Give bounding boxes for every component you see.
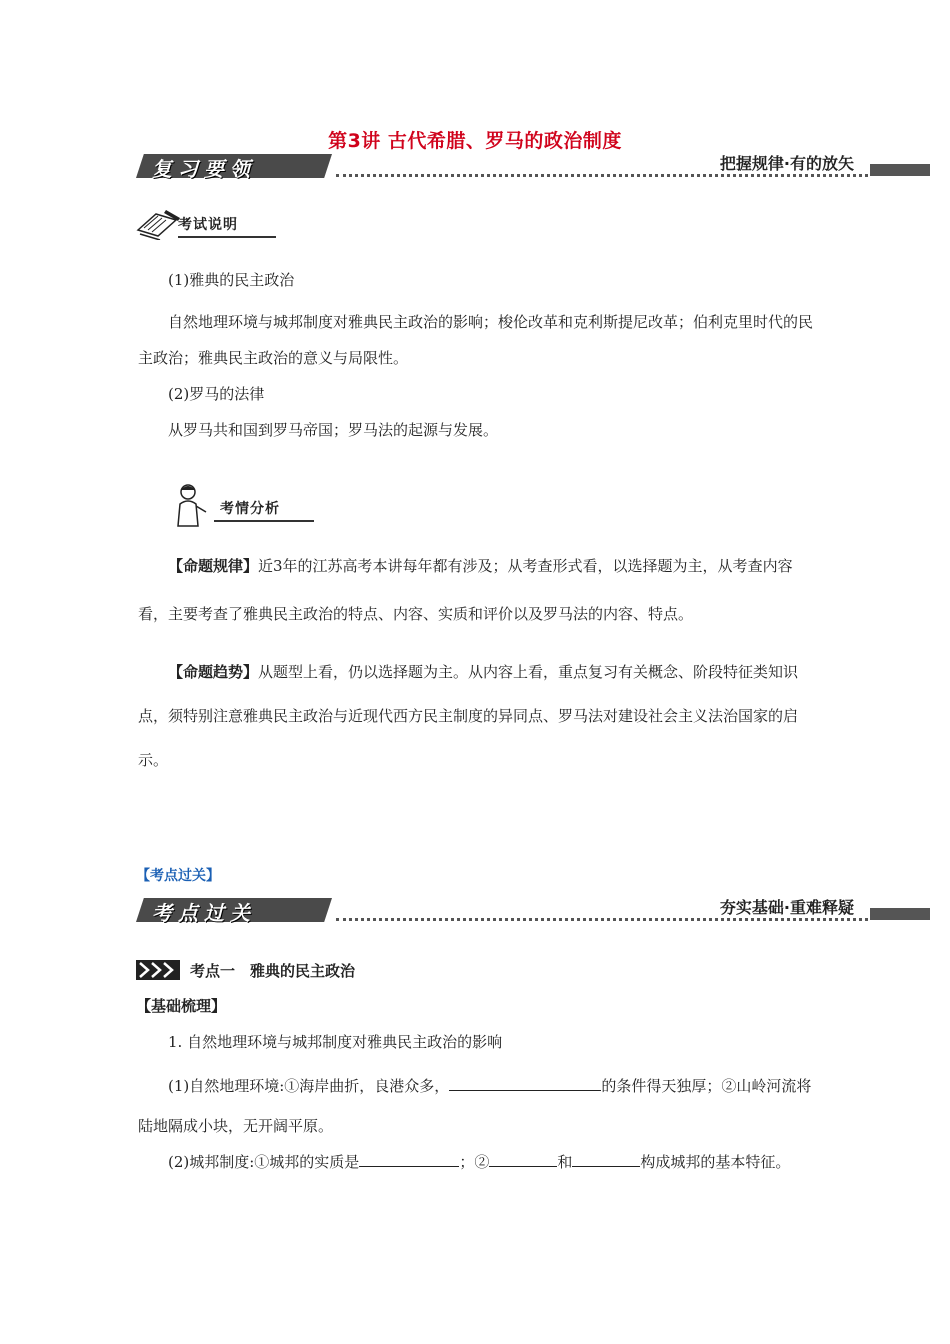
exam-desc-item2: (2)罗马的法律: [168, 385, 265, 403]
blank-3[interactable]: [489, 1152, 557, 1167]
line3-part4: 构成城邦的基本特征。: [640, 1153, 791, 1171]
banner-slogan: 夯实基础·重难释疑: [714, 895, 854, 918]
analysis-label: 考情分析: [220, 501, 280, 517]
banner-dots: [336, 918, 868, 921]
rule-text: 近3年的江苏高考本讲每年都有涉及；从考查形式看，以选择题为主，从考查内容看，主要考查了雅典民主政治的特点、内容、实质和评价以及罗马法的内容、特点。: [138, 557, 793, 623]
blank-2[interactable]: [359, 1152, 459, 1167]
kaodian-tag: 【考点过关】: [136, 868, 220, 884]
banner-end-block: [870, 164, 930, 176]
banner-dots: [336, 174, 868, 177]
page-title: 第3讲 古代希腊、罗马的政治制度: [328, 130, 622, 152]
analysis-tag: [170, 482, 320, 528]
point-line1: 1. 自然地理环境与城邦制度对雅典民主政治的影响: [168, 1033, 503, 1051]
line2-part2: 的条件得天独厚；②山岭河流将陆地隔成小块，无开阔平原。: [138, 1077, 812, 1135]
exam-desc-label: 考试说明: [178, 217, 238, 233]
blank-1[interactable]: [449, 1076, 601, 1091]
point-heading: [136, 958, 736, 982]
banner-slogan: 把握规律·有的放矢: [714, 151, 854, 174]
trend-text: 从题型上看，仍以选择题为主。从内容上看，重点复习有关概念、阶段特征类知识点，须特别注意雅典民主政治与近现代西方民主制度的异同点、罗马法对建设社会主义法治国家的启示。: [138, 663, 799, 769]
exam-desc-text1: 自然地理环境与城邦制度对雅典民主政治的影响；梭伦改革和克利斯提尼改革；伯利克里时代的民主政治；雅典民主政治的意义与局限性。: [138, 313, 814, 367]
exam-desc-text2: 从罗马共和国到罗马帝国；罗马法的起源与发展。: [168, 421, 499, 439]
notebook-pen-icon: [136, 206, 182, 240]
line2-part1: (1)自然地理环境:①海岸曲折，良港众多，: [168, 1077, 450, 1095]
kaodian-banner: [136, 898, 880, 926]
point-title: 考点一 雅典的民主政治: [190, 962, 356, 980]
banner-label: 考点过关: [152, 901, 256, 925]
banner-label: 复习要领: [152, 157, 256, 181]
tag-underline: [214, 520, 314, 522]
tag-underline: [178, 236, 276, 238]
exam-desc-item1: (1)雅典的民主政治: [168, 271, 295, 289]
basic-heading: 【基础梳理】: [136, 997, 227, 1015]
triple-chevron-icon: [136, 960, 180, 980]
teacher-icon: [170, 482, 210, 528]
point-line2: [138, 1066, 818, 1146]
banner-end-block: [870, 908, 930, 920]
point-line3: [138, 1142, 818, 1182]
exam-desc-tag: [136, 206, 286, 240]
line3-part1: (2)城邦制度:①城邦的实质是: [168, 1153, 360, 1171]
blank-4[interactable]: [572, 1152, 640, 1167]
rule-paragraph: [138, 542, 818, 638]
line3-part2: ；②: [459, 1153, 490, 1171]
trend-paragraph: [138, 650, 818, 782]
line3-part3: 和: [557, 1153, 573, 1171]
review-banner: [136, 154, 880, 182]
rule-heading: 【命题规律】: [168, 557, 259, 575]
trend-heading: 【命题趋势】: [168, 663, 259, 681]
